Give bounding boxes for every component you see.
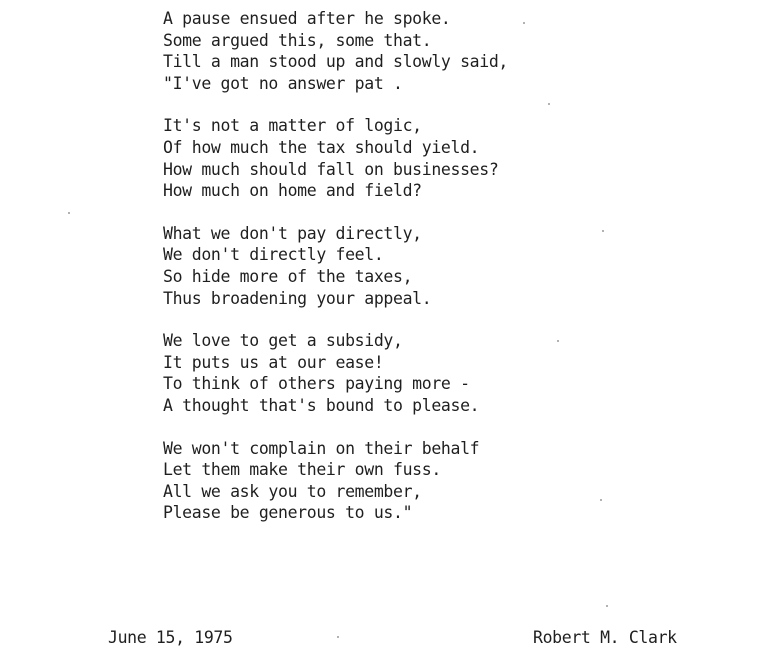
poem-line: Please be generous to us." [163, 503, 413, 523]
poem-line: Of how much the tax should yield. [163, 137, 480, 157]
poem-line: Let them make their own fuss. [163, 460, 441, 480]
poem-line: It's not a matter of logic, [163, 116, 422, 136]
scan-speck [606, 605, 608, 607]
poem-line: So hide more of the taxes, [163, 266, 413, 286]
stanza-4 [163, 330, 723, 416]
poem-line: How much on home and field? [163, 181, 422, 201]
poem-line: We love to get a subsidy, [163, 331, 403, 351]
poem-line: Thus broadening your appeal. [163, 288, 432, 308]
poem-line: To think of others paying more - [163, 374, 470, 394]
scan-speck [337, 636, 339, 638]
stanza-1 [163, 8, 723, 94]
poem-line: All we ask you to remember, [163, 481, 422, 501]
poem-line: Some argued this, some that. [163, 30, 432, 50]
author-name: Robert M. Clark [533, 628, 677, 647]
poem-line: "I've got no answer pat . [163, 73, 403, 93]
stanza-2 [163, 115, 723, 201]
poem [163, 8, 723, 545]
stanza-3 [163, 223, 723, 309]
stanza-5 [163, 438, 723, 524]
poem-line: We don't directly feel. [163, 245, 384, 265]
scan-speck [523, 22, 525, 24]
poem-line: It puts us at our ease! [163, 352, 384, 372]
scan-speck [557, 340, 559, 342]
scan-speck [602, 230, 604, 232]
poem-line: We won't complain on their behalf [163, 438, 480, 458]
poem-line: Till a man stood up and slowly said, [163, 52, 509, 72]
scan-speck [600, 499, 602, 501]
scan-speck [548, 103, 550, 105]
document-date: June 15, 1975 [108, 628, 233, 647]
scan-speck [68, 212, 70, 214]
poem-line: A pause ensued after he spoke. [163, 9, 451, 28]
poem-line: A thought that's bound to please. [163, 395, 480, 415]
poem-line: How much should fall on businesses? [163, 159, 499, 179]
poem-line: What we don't pay directly, [163, 223, 422, 243]
